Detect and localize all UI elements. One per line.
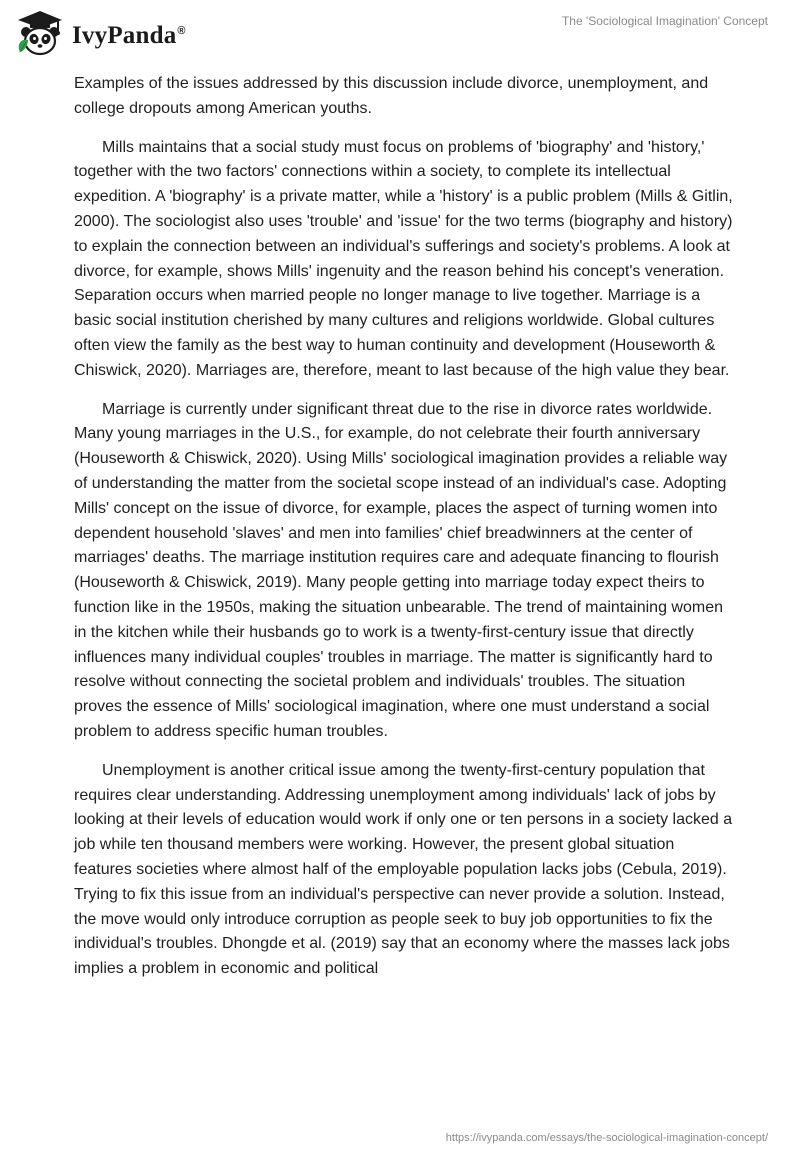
essay-body <box>74 72 734 996</box>
document-title: The 'Sociological Imagination' Concept <box>561 14 768 28</box>
panda-graduate-icon <box>14 8 66 60</box>
ivypanda-logo[interactable] <box>14 8 186 60</box>
brand-name <box>72 22 186 50</box>
paragraph-4: Unemployment is another critical issue among the twenty-first-century population that requires clear understanding. Addressing unemployment among individuals' lack of jobs by looking at their levels of education would work if only one or ten persons in a society lacked a job while ten thousand members were working. However, the present global situation features societies where almost half of the employable population lacks jobs (Cebula, 2019). Trying to fix this issue from an individual's perspective can never provide a solution. Instead, the move would only introduce corruption as people seek to buy job opportunities to fix the individual's troubles. Dhongde et al. (2019) say that an economy where the masses lack jobs implies a problem in economic and political <box>74 761 733 978</box>
page-header <box>0 0 800 70</box>
brand-name-text: IvyPanda <box>72 22 177 49</box>
paragraph-1: Examples of the issues addressed by this discussion include divorce, unemployment, and college dropouts among American youths. <box>74 75 709 117</box>
source-url[interactable]: https://ivypanda.com/essays/the-sociological-imagination-concept/ <box>445 1132 768 1144</box>
paragraph-3: Marriage is currently under significant threat due to the rise in divorce rates worldwide. Many young marriages in the U.S., for example, do not celebrate their fourth anniversary (Houseworth & Chiswick, 2020). Using Mills' sociological imagination provides a reliable way of understanding the matter from the societal scope instead of an individual's case. Adopting Mills' concept on the issue of divorce, for example, places the aspect of turning women into dependent household 'slaves' and men into families' chief breadwinners at the center of marriages' deaths. The marriage institution requires care and adequate financing to flourish (Houseworth & Chiswick, 2019). Many people getting into marriage today expect theirs to function like in the 1950s, making the situation unbearable. The trend of maintaining women in the kitchen while their husbands go to work is a twenty-first-century issue that directly influences many individual couples' troubles in marriage. The matter is significantly hard to resolve without connecting the societal problem and individuals' troubles. The situation proves the essence of Mills' sociological imagination, where one must understand a social problem to address specific human troubles. <box>74 400 728 740</box>
registered-mark: ® <box>177 24 186 37</box>
paragraph-2: Mills maintains that a social study must focus on problems of 'biography' and 'history,' together with the two factors' connections within a society, to complete its intellectual expedition. A 'biography' is a private matter, while a 'history' is a public problem (Mills & Gitlin, 2000). The sociologist also uses 'trouble' and 'issue' for the two terms (biography and history) to explain the connection between an individual's sufferings and society's problems. A look at divorce, for example, shows Mills' ingenuity and the reason behind his concept's veneration. Separation occurs when married people no longer manage to live together. Marriage is a basic social institution cherished by many cultures and religions worldwide. Global cultures often view the family as the best way to human continuity and development (Houseworth & Chiswick, 2020). Marriages are, therefore, meant to last because of the high value they bear. <box>74 138 733 379</box>
